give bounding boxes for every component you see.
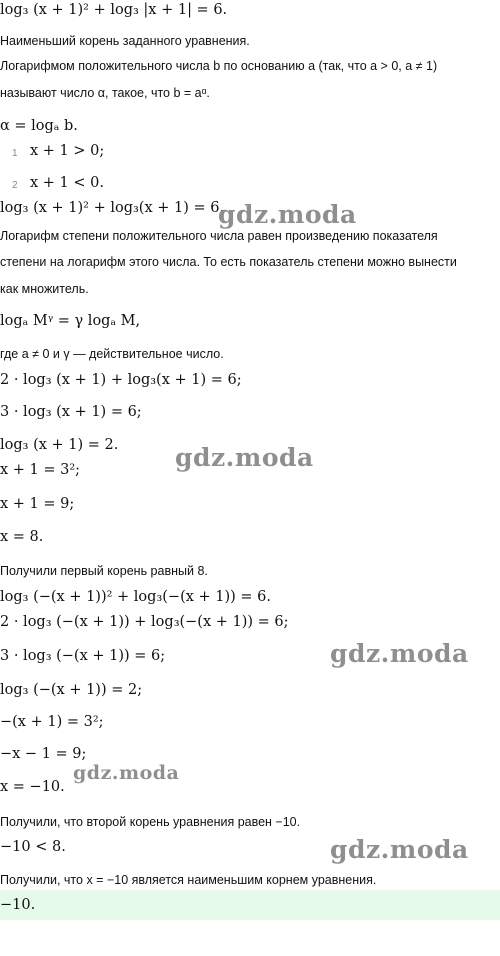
step-line: log₃ (−(x + 1)) = 2;: [0, 682, 143, 698]
equation-case-1: log₃ (x + 1)² + log₃(x + 1) = 6.: [0, 200, 225, 216]
watermark: gdz.moda: [73, 762, 180, 784]
watermark: gdz.moda: [330, 639, 469, 668]
step-line: x = 8.: [0, 529, 44, 545]
step-line: 2 · log₃ (x + 1) + log₃(x + 1) = 6;: [0, 372, 242, 388]
case-1: x + 1 > 0;: [30, 143, 105, 159]
watermark: gdz.moda: [330, 835, 469, 864]
step-line: x = −10.: [0, 779, 65, 795]
definition-line-1: Логарифмом положительного числа b по основанию a (так, что a > 0, a ≠ 1): [0, 59, 438, 73]
property-text-1: Логарифм степени положительного числа равен произведению показателя: [0, 229, 438, 243]
second-root-text: Получили, что второй корень уравнения равен −10.: [0, 815, 301, 829]
step-line: 3 · log₃ (−(x + 1)) = 6;: [0, 648, 166, 664]
case-2: x + 1 < 0.: [30, 175, 104, 191]
step-line: x + 1 = 9;: [0, 496, 75, 512]
answer-highlight: [0, 890, 500, 920]
list-number: 2: [12, 180, 18, 191]
step-line: 3 · log₃ (x + 1) = 6;: [0, 404, 142, 420]
step-line: −x − 1 = 9;: [0, 746, 87, 762]
step-line: 2 · log₃ (−(x + 1)) + log₃(−(x + 1)) = 6;: [0, 614, 289, 630]
property-text-2: степени на логарифм этого числа. То есть показатель степени можно вынести: [0, 255, 457, 269]
watermark: gdz.moda: [218, 200, 357, 229]
definition-line-2: называют число α, такое, что b = aᵅ.: [0, 86, 210, 100]
equation-case-2: log₃ (−(x + 1))² + log₃(−(x + 1)) = 6.: [0, 589, 272, 605]
list-number: 1: [12, 148, 18, 159]
property-text-3: как множитель.: [0, 282, 89, 296]
conclusion-text: Получили, что x = −10 является наименьшим корнем уравнения.: [0, 873, 377, 887]
final-answer: −10.: [0, 897, 36, 913]
task-text: Наименьший корень заданного уравнения.: [0, 34, 250, 48]
property-formula: logₐ Mᵞ = γ logₐ M,: [0, 313, 141, 329]
definition-formula: α = logₐ b.: [0, 118, 78, 134]
comparison: −10 < 8.: [0, 839, 66, 855]
equation-statement: log₃ (x + 1)² + log₃ |x + 1| = 6.: [0, 2, 228, 18]
property-note: где a ≠ 0 и γ — действительное число.: [0, 347, 224, 361]
step-line: log₃ (x + 1) = 2.: [0, 437, 119, 453]
step-line: −(x + 1) = 3²;: [0, 714, 104, 730]
watermark: gdz.moda: [175, 443, 314, 472]
step-line: x + 1 = 3²;: [0, 462, 81, 478]
first-root-text: Получили первый корень равный 8.: [0, 564, 208, 578]
